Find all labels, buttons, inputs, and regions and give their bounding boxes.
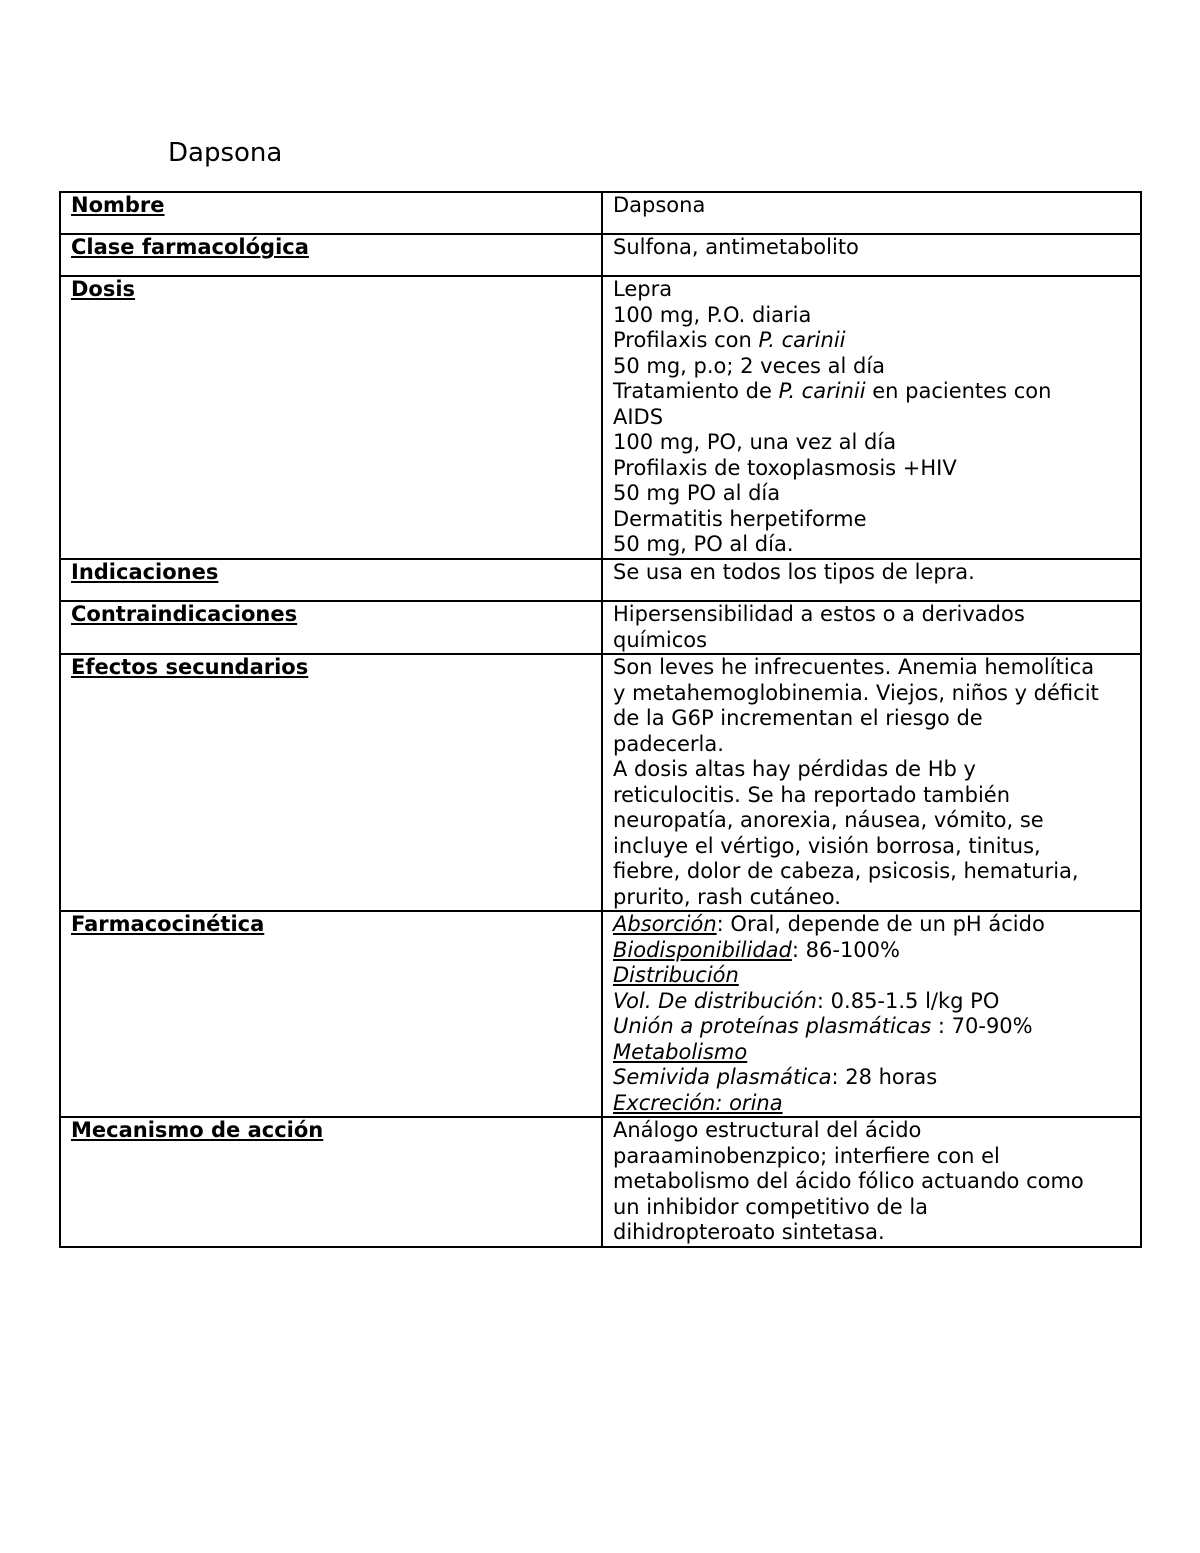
pk-line-semivida: Semivida plasmática: 28 horas	[613, 1065, 938, 1089]
table-row-contraindicaciones	[60, 601, 1141, 654]
dose-line: AIDS	[613, 404, 664, 429]
text-line: Hipersensibilidad a estos o a derivados	[613, 602, 1025, 626]
pk-line-union: Unión a proteínas plasmáticas : 70-90%	[613, 1014, 1033, 1038]
row-label-cell	[60, 192, 602, 234]
text-line: metabolismo del ácido fólico actuando como	[613, 1169, 1084, 1193]
row-label: Efectos secundarios	[71, 655, 309, 679]
table-row-mecanismo	[60, 1117, 1141, 1247]
row-value: Dapsona	[613, 193, 706, 217]
dose-line: 100 mg, PO, una vez al día	[613, 430, 897, 454]
dose-line: Profilaxis con P. carinii	[613, 328, 846, 352]
table-row-clase	[60, 234, 1141, 276]
row-label-cell	[60, 601, 602, 654]
row-label: Mecanismo de acción	[71, 1118, 324, 1142]
dose-line: Profilaxis de toxoplasmosis +HIV	[613, 455, 957, 480]
text-line: padecerla.	[613, 731, 724, 756]
row-label-cell	[60, 911, 602, 1117]
pk-line-excrecion: Excreción: orina	[613, 1090, 783, 1115]
text-line: de la G6P incrementan el riesgo de	[613, 706, 983, 730]
row-value-cell	[602, 911, 1141, 1117]
text-line: Análogo estructural del ácido	[613, 1118, 922, 1142]
row-label-cell	[60, 654, 602, 911]
text-line: prurito, rash cutáneo.	[613, 884, 841, 909]
text-line: paraaminobenzpico; interfiere con el	[613, 1143, 1000, 1168]
text-line: incluye el vértigo, visión borrosa, tinitus,	[613, 833, 1041, 858]
pk-line-biodisponibilidad: Biodisponibilidad: 86-100%	[613, 937, 900, 962]
dose-line: 50 mg PO al día	[613, 481, 781, 505]
dose-line: Dermatitis herpetiforme	[613, 506, 867, 531]
table-row-nombre	[60, 192, 1141, 234]
table-row-indicaciones	[60, 559, 1141, 601]
row-label: Indicaciones	[71, 560, 219, 584]
species-name: P. carinii	[758, 328, 846, 352]
dose-line: Tratamiento de P. carinii en pacientes con	[613, 379, 1052, 403]
drug-info-table	[59, 191, 1142, 1248]
row-label-cell	[60, 1117, 602, 1247]
text-line: y metahemoglobinemia. Viejos, niños y déficit	[613, 680, 1099, 705]
dose-line: 100 mg, P.O. diaria	[613, 302, 812, 327]
row-value-cell	[602, 601, 1141, 654]
row-label-cell	[60, 559, 602, 601]
text-line: dihidropteroato sintetasa.	[613, 1220, 885, 1244]
row-value-cell	[602, 1117, 1141, 1247]
text-line: Son leves he infrecuentes. Anemia hemolítica	[613, 655, 1095, 679]
table-row-farmacocinetica	[60, 911, 1141, 1117]
row-value-cell	[602, 234, 1141, 276]
text-line: un inhibidor competitivo de la	[613, 1194, 929, 1219]
species-name: P. carinii	[778, 379, 866, 403]
text-line: reticulocitis. Se ha reportado también	[613, 782, 1011, 807]
row-label-cell	[60, 234, 602, 276]
pk-line-distribucion: Distribución	[613, 963, 739, 987]
dose-line: Lepra	[613, 277, 673, 301]
pk-line-metabolismo: Metabolismo	[613, 1039, 748, 1064]
row-label: Clase farmacológica	[71, 235, 309, 259]
row-label: Contraindicaciones	[71, 602, 298, 626]
row-value-cell	[602, 192, 1141, 234]
row-label: Farmacocinética	[71, 912, 265, 936]
text-line: fiebre, dolor de cabeza, psicosis, hematuria,	[613, 859, 1079, 883]
pk-line-absorcion: Absorción: Oral, depende de un pH ácido	[613, 912, 1045, 936]
row-value-cell	[602, 276, 1141, 559]
text-line: A dosis altas hay pérdidas de Hb y	[613, 757, 976, 781]
row-value-cell	[602, 559, 1141, 601]
pk-line-volumen: Vol. De distribución: 0.85-1.5 l/kg PO	[613, 988, 1000, 1013]
dose-line: 50 mg, p.o; 2 veces al día	[613, 353, 886, 378]
row-value: Se usa en todos los tipos de lepra.	[613, 560, 975, 584]
row-value-cell	[602, 654, 1141, 911]
row-label: Dosis	[71, 277, 136, 301]
table-row-dosis	[60, 276, 1141, 559]
text-line: químicos	[613, 627, 708, 652]
row-label-cell	[60, 276, 602, 559]
table-row-efectos	[60, 654, 1141, 911]
row-value: Sulfona, antimetabolito	[613, 235, 859, 259]
text-line: neuropatía, anorexia, náusea, vómito, se	[613, 808, 1044, 832]
row-label: Nombre	[71, 193, 165, 217]
page-title: Dapsona	[168, 138, 283, 168]
dose-line: 50 mg, PO al día.	[613, 532, 794, 556]
